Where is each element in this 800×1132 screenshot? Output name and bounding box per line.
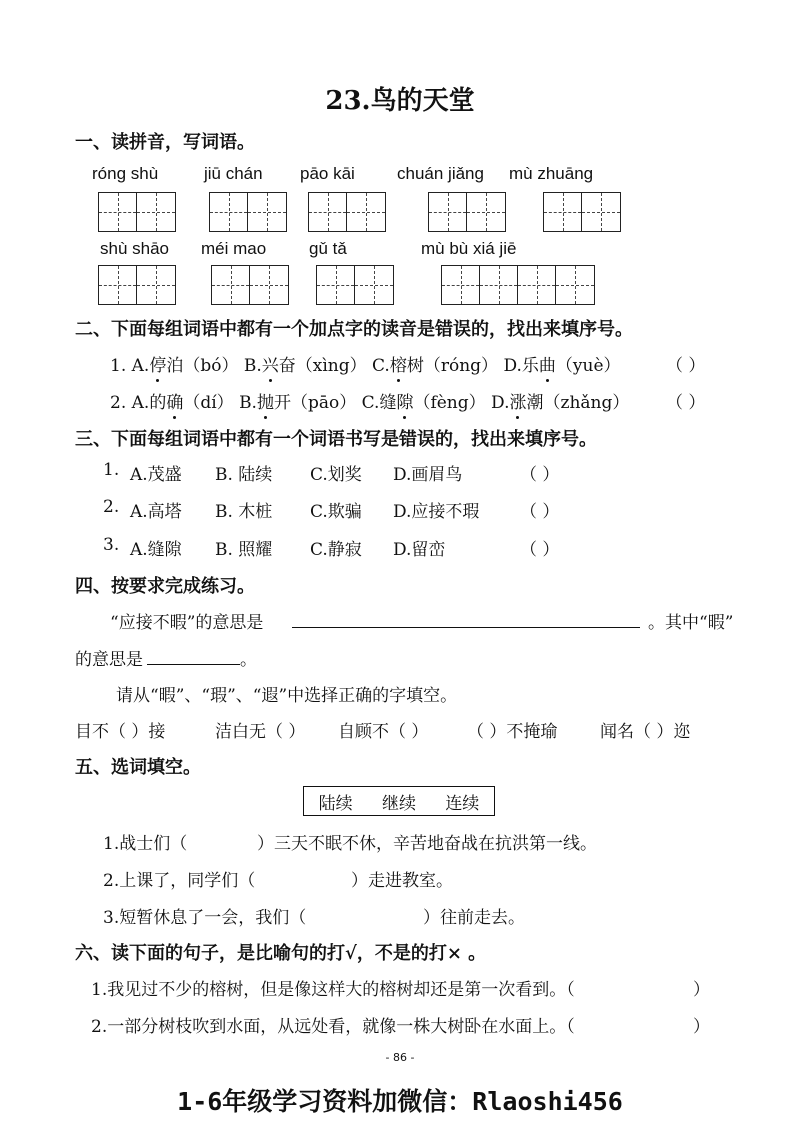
option-a: A.的确（dí） [131, 393, 234, 413]
page-number: - 86 - [385, 1051, 415, 1064]
option-d: D.画眉鸟 [393, 465, 463, 485]
fill-suffix: ）往前走去。 [423, 908, 525, 928]
word-bank [303, 786, 495, 816]
option-a: A.茂盛 [130, 465, 182, 485]
writing-grid[interactable] [98, 265, 176, 305]
word-option: 连续 [445, 793, 480, 814]
footer-text: 1-6年级学习资料加微信：Rlaoshi456 [177, 1087, 623, 1116]
answer-blank[interactable]: ） [693, 1017, 710, 1037]
pinyin-label: mù bù xiá jiē [421, 239, 517, 258]
option-b: B. 照耀 [215, 540, 273, 560]
fill-item[interactable]: 目不（ ）接 [75, 722, 166, 742]
writing-grid[interactable] [308, 192, 386, 232]
option-b: B.抛开（pāo） [239, 393, 357, 413]
fill-item[interactable]: 洁白无（ ） [215, 722, 306, 742]
answer-blank[interactable]: ） [693, 980, 710, 1000]
fill-item[interactable]: （ ）不掩瑜 [467, 722, 558, 742]
sentence-item: 2.一部分树枝吹到水面，从远处看，就像一株大树卧在水面上。（ [91, 1017, 575, 1037]
section-4-heading: 四、按要求完成练习。 [75, 576, 255, 597]
pinyin-label: mù zhuāng [509, 164, 594, 183]
section-5-heading: 五、选词填空。 [75, 757, 201, 778]
pinyin-label: shù shāo [100, 239, 169, 258]
fill-suffix: ）走进教室。 [351, 871, 453, 891]
answer-line[interactable] [292, 605, 640, 628]
word-option: 陆续 [318, 793, 353, 814]
section-6-heading: 六、读下面的句子，是比喻句的打√，不是的打× 。 [75, 943, 487, 964]
option-d: D.涨潮（zhǎng） [491, 393, 630, 413]
answer-blank[interactable]: （ ） [520, 465, 560, 485]
question-2-2 [110, 388, 629, 413]
fill-prefix: 1.战士们（ [103, 834, 188, 854]
pinyin-label: jiū chán [204, 164, 263, 183]
option-a: A.缝隙 [130, 540, 182, 560]
option-c: C.欺骗 [310, 502, 362, 522]
option-c: C.划奖 [310, 465, 362, 485]
option-c: C.榕树（róng） [372, 356, 499, 376]
word-option: 继续 [381, 793, 416, 814]
option-b: B. 木桩 [215, 502, 273, 522]
pinyin-label: róng shù [92, 164, 159, 183]
sentence-item: 1.我见过不少的榕树，但是像这样大的榕树却还是第一次看到。（ [91, 980, 575, 1000]
writing-grid[interactable] [211, 265, 289, 305]
answer-blank[interactable]: （ ） [520, 502, 560, 522]
answer-blank[interactable]: （ ） [520, 540, 560, 560]
option-a: A.高塔 [130, 502, 182, 522]
fill-item[interactable]: 自顾不（ ） [338, 722, 429, 742]
writing-grid[interactable] [209, 192, 287, 232]
section-1-heading: 一、读拼音，写词语。 [75, 132, 255, 153]
option-d: D.应接不瑕 [393, 502, 480, 522]
instruction-text: 请从“暇”、“瑕”、“遐”中选择正确的字填空。 [116, 686, 458, 706]
prompt-text: 。 [240, 650, 257, 670]
writing-grid[interactable] [316, 265, 394, 305]
writing-grid[interactable] [441, 265, 595, 305]
prompt-text: “应接不暇”的意思是 [110, 613, 264, 633]
pinyin-label: gǔ tǎ [309, 239, 347, 258]
question-number: 1. [103, 460, 120, 480]
question-number: 2. [110, 393, 127, 413]
fill-item[interactable]: 闻名（ ）迩 [600, 722, 691, 742]
option-c: C.缝隙（fèng） [361, 393, 486, 413]
prompt-text: 。其中“暇” [648, 613, 734, 633]
question-number: 1. [110, 356, 127, 376]
option-d: D.乐曲（yuè） [503, 356, 621, 376]
fill-prefix: 3.短暂休息了一会，我们（ [103, 908, 307, 928]
writing-grid[interactable] [98, 192, 176, 232]
answer-line[interactable] [147, 642, 240, 665]
option-c: C.静寂 [310, 540, 362, 560]
pinyin-label: pāo kāi [300, 164, 355, 183]
page-title: 23.鸟的天堂 [325, 86, 475, 116]
question-2-1 [110, 351, 621, 376]
fill-suffix: ）三天不眠不休，辛苦地奋战在抗洪第一线。 [257, 834, 597, 854]
question-number: 2. [103, 497, 120, 517]
section-3-heading: 三、下面每组词语中都有一个词语书写是错误的，找出来填序号。 [75, 429, 597, 450]
pinyin-label: chuán jiǎng [397, 164, 484, 183]
writing-grid[interactable] [543, 192, 621, 232]
fill-prefix: 2.上课了，同学们（ [103, 871, 256, 891]
answer-blank[interactable]: （ ） [666, 393, 706, 413]
option-a: A.停泊（bó） [131, 356, 239, 376]
answer-blank[interactable]: （ ） [666, 356, 706, 376]
writing-grid[interactable] [428, 192, 506, 232]
section-2-heading: 二、下面每组词语中都有一个加点字的读音是错误的，找出来填序号。 [75, 319, 633, 340]
option-b: B.兴奋（xìng） [243, 356, 367, 376]
prompt-text: 的意思是 [75, 650, 143, 670]
question-number: 3. [103, 535, 120, 555]
option-d: D.留峦 [393, 540, 446, 560]
option-b: B. 陆续 [215, 465, 273, 485]
pinyin-label: méi mao [201, 239, 267, 258]
